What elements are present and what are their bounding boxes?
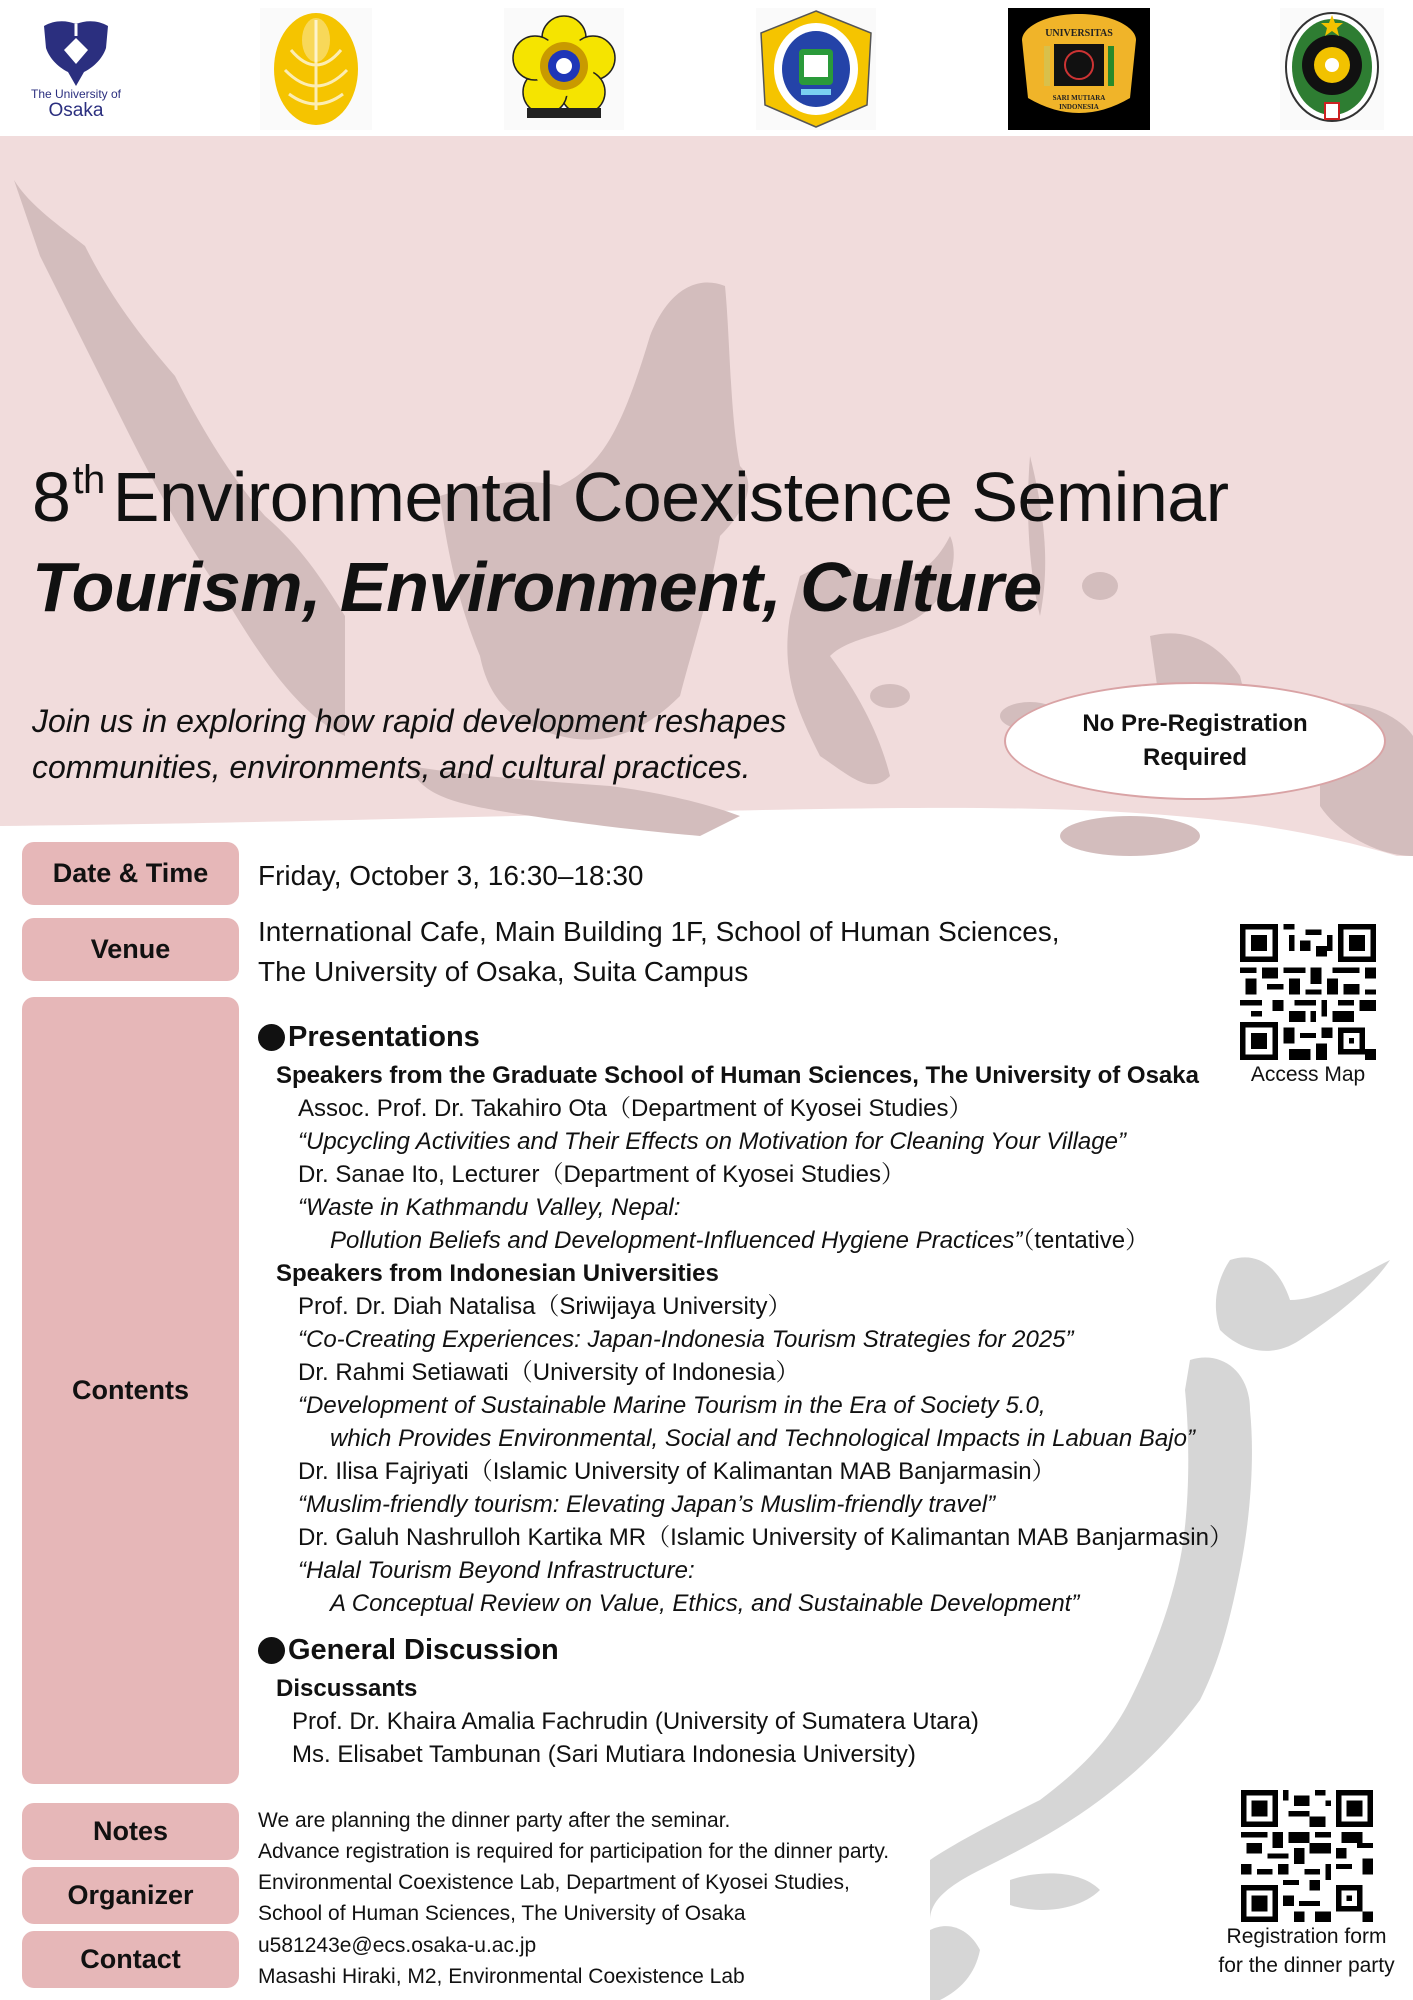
osaka-speakers-group: Speakers from the Graduate School of Human Sciences, The University of Osaka xyxy=(276,1062,1199,1089)
registration-caption: Registration form for the dinner party xyxy=(1218,1925,1395,1977)
sriwijaya-university-logo xyxy=(504,8,624,130)
university-of-osaka-logo: The University of Osaka xyxy=(20,8,132,130)
discussion-heading: General Discussion xyxy=(258,1628,1233,1672)
talk-title: “Co-Creating Experiences: Japan-Indonesia Tourism Strategies for 2025” xyxy=(298,1326,1074,1353)
notes-value: We are planning the dinner party after the seminar. Advance registration is required for participation for the dinner party. xyxy=(258,1809,890,1863)
usu-emblem-icon xyxy=(1282,9,1382,129)
contents-section xyxy=(258,1015,1233,1771)
university-of-indonesia-logo xyxy=(260,8,372,130)
sari-mutiara-indonesia-logo xyxy=(1008,8,1150,130)
talk-title-cont: A Conceptual Review on Value, Ethics, and Sustainable Development” xyxy=(330,1590,1080,1617)
seminar-subtitle: Tourism, Environment, Culture xyxy=(32,548,1042,626)
talk-title: “Waste in Kathmandu Valley, Nepal: xyxy=(298,1194,681,1221)
label-organizer: Organizer xyxy=(22,1867,239,1924)
uniska-emblem-icon xyxy=(757,9,875,129)
university-of-sumatera-utara-logo xyxy=(1280,8,1384,130)
registration-form-qr[interactable] xyxy=(1200,1790,1413,1980)
label-notes: Notes xyxy=(22,1803,239,1860)
talk-title: “Muslim-friendly tourism: Elevating Japan’s Muslim-friendly travel” xyxy=(298,1491,996,1518)
indonesia-speakers-group: Speakers from Indonesian Universities xyxy=(276,1260,719,1287)
logo-bar xyxy=(0,0,1413,136)
osaka-emblem-icon xyxy=(36,18,116,88)
svg-text:UNIVERSITAS: UNIVERSITAS xyxy=(1045,28,1113,39)
speaker-name: Dr. Galuh Nashrulloh Kartika MR（Islamic University of Kalimantan MAB Banjarmasin） xyxy=(298,1524,1233,1551)
speaker-name: Assoc. Prof. Dr. Takahiro Ota（Department of Kyosei Studies） xyxy=(298,1095,973,1122)
svg-text:INDONESIA: INDONESIA xyxy=(1059,103,1099,111)
talk-title: “Development of Sustainable Marine Tourism in the Era of Society 5.0, xyxy=(298,1392,1046,1419)
access-map-qr[interactable] xyxy=(1238,924,1378,1089)
organizer-value: Environmental Coexistence Lab, Department of Kyosei Studies, School of Human Sciences, The University of Osaka xyxy=(258,1871,850,1925)
islamic-university-kalimantan-logo xyxy=(756,8,876,130)
seminar-title: 8th Environmental Coexistence Seminar xyxy=(32,458,1229,536)
date-time-value: Friday, October 3, 16:30–18:30 xyxy=(258,860,644,891)
talk-title: “Upcycling Activities and Their Effects on Motivation for Cleaning Your Village” xyxy=(298,1128,1126,1155)
seminar-tagline: Join us in exploring how rapid development reshapes communities, environments, and cultural practices. xyxy=(32,703,787,785)
venue-value: International Cafe, Main Building 1F, School of Human Sciences, The University of Osaka, Suita Campus xyxy=(258,916,1060,987)
discussants-label: Discussants xyxy=(276,1675,418,1702)
talk-title-cont: which Provides Environmental, Social and Technological Impacts in Labuan Bajo” xyxy=(330,1425,1195,1452)
access-map-caption: Access Map xyxy=(1250,1063,1366,1086)
bullet-icon xyxy=(258,1024,285,1051)
speaker-name: Dr. Rahmi Setiawati（University of Indonesia） xyxy=(298,1359,800,1386)
makara-emblem-icon xyxy=(271,10,361,128)
label-contact: Contact xyxy=(22,1931,239,1988)
label-venue: Venue xyxy=(22,918,239,981)
sari-mutiara-emblem-icon xyxy=(1014,10,1144,128)
presentations-heading: Presentations xyxy=(258,1015,1233,1059)
speaker-name: Dr. Sanae Ito, Lecturer（Department of Kyosei Studies） xyxy=(298,1161,905,1188)
discussant: Prof. Dr. Khaira Amalia Fachrudin (University of Sumatera Utara) xyxy=(292,1708,979,1735)
qr-code-icon[interactable] xyxy=(1240,924,1376,1060)
label-date-time: Date & Time xyxy=(22,842,239,905)
bullet-icon xyxy=(258,1637,285,1664)
discussant: Ms. Elisabet Tambunan (Sari Mutiara Indonesia University) xyxy=(292,1741,916,1768)
no-preregistration-badge: No Pre-Registration Required xyxy=(1004,682,1386,800)
contact-email-link[interactable]: u581243e@ecs.osaka-u.ac.jp xyxy=(258,1934,537,1957)
sriwijaya-emblem-icon xyxy=(509,14,619,124)
talk-title: “Halal Tourism Beyond Infrastructure: xyxy=(298,1557,695,1584)
label-contents: Contents xyxy=(22,997,239,1784)
speaker-name: Dr. Ilisa Fajriyati（Islamic University of Kalimantan MAB Banjarmasin） xyxy=(298,1458,1056,1485)
talk-title-cont: Pollution Beliefs and Development-Influenced Hygiene Practices”（tentative） xyxy=(330,1227,1150,1254)
svg-text:SARI MUTIARA: SARI MUTIARA xyxy=(1052,94,1106,102)
speaker-name: Prof. Dr. Diah Natalisa（Sriwijaya University） xyxy=(298,1293,792,1320)
qr-code-icon[interactable] xyxy=(1241,1790,1373,1922)
contact-value: u581243e@ecs.osaka-u.ac.jp Masashi Hiraki, M2, Environmental Coexistence Lab xyxy=(258,1930,745,1992)
